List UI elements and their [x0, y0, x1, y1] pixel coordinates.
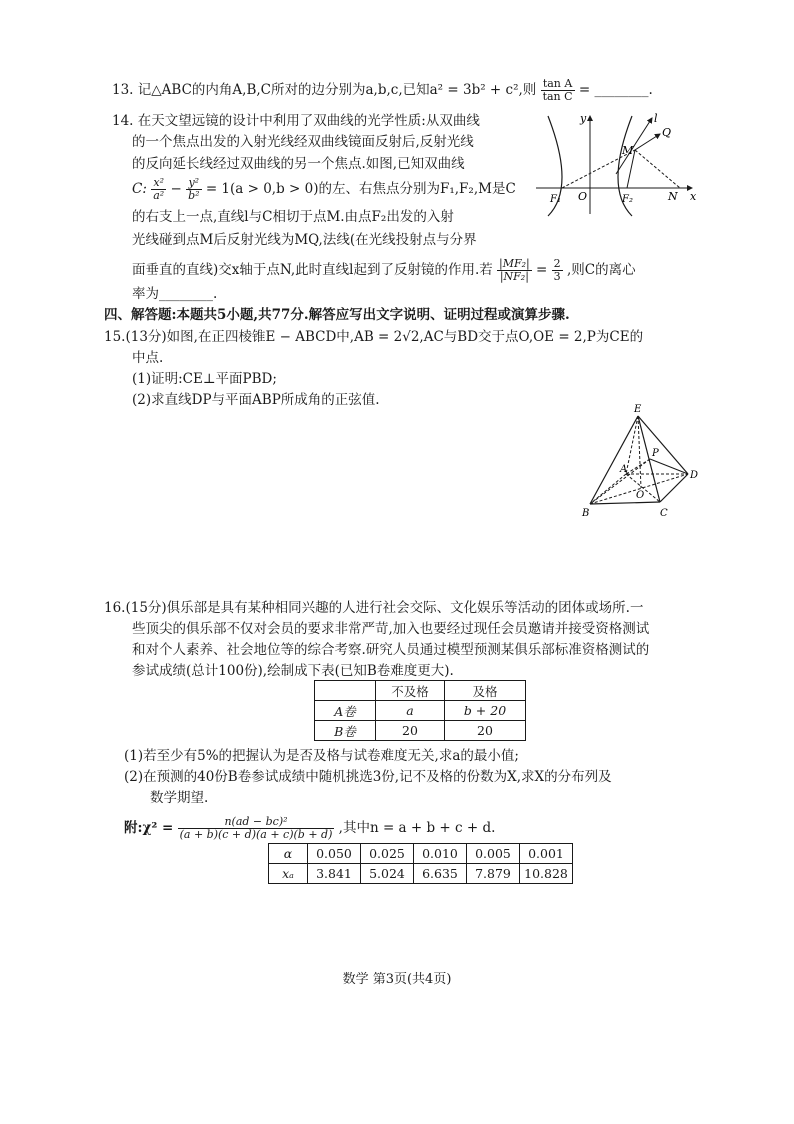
- segment-PA: [626, 459, 650, 474]
- q14-eq-frac2-den: b²: [188, 189, 200, 202]
- q14-line5: 的右支上一点,直线l与C相切于点M.由点F₂出发的入射: [132, 209, 454, 225]
- table-cell: a: [376, 701, 445, 721]
- q14-ratio2-num: 2: [553, 257, 561, 270]
- q13-text: 记△ABC的内角A,B,C所对的边分别为a,b,c,已知a² = 3b² + c²,则: [137, 82, 537, 98]
- chi-square-fraction: [178, 816, 335, 841]
- q16-part2b: 数学期望.: [150, 790, 209, 806]
- label-N: N: [668, 190, 678, 203]
- table-corner: [315, 681, 376, 701]
- q14-line7b: =: [536, 262, 548, 278]
- label-Q: Q: [662, 126, 672, 139]
- label-C: C: [660, 508, 668, 519]
- table-header-fail: 不及格: [376, 681, 445, 701]
- q16-line1: 16.(15分)俱乐部是具有某种相同兴趣的人进行社会交际、文化娱乐等活动的团体或场所.一: [104, 600, 644, 616]
- q14-ratio-num: |MF₂|: [499, 257, 530, 270]
- q15-line1: 15.(13分)如图,在正四棱锥E − ABCD中,AB = 2√2,AC与BD交于点O,OE = 2,P为CE的: [104, 329, 644, 345]
- q16-line2: 些顶尖的俱乐部不仅对会员的要求非常严苛,加入也要经过现任会员邀请并接受资格测试: [132, 621, 650, 637]
- edge-EB: [590, 416, 638, 504]
- normal-dashed: [635, 150, 680, 188]
- label-O-pyramid: O: [636, 490, 645, 501]
- table-cell: 0.010: [414, 844, 467, 864]
- table-cell: 0.050: [308, 844, 361, 864]
- label-E: E: [634, 404, 642, 415]
- q14-ratio2-den: 3: [553, 270, 561, 283]
- table-cell: 7.879: [467, 864, 520, 884]
- table-row: [315, 721, 526, 741]
- pyramid-figure: [576, 402, 710, 520]
- table-cell: 0.025: [361, 844, 414, 864]
- q14-line6: 光线碰到点M后反射光线为MQ,法线(在光线投射点与分界: [132, 232, 477, 248]
- q14-line7: [132, 258, 636, 283]
- q14-eq-rest: = 1(a > 0,b > 0)的左、右焦点分别为F₁,F₂,M是C: [205, 181, 516, 197]
- contingency-table: [314, 680, 526, 741]
- table-cell: 0.001: [520, 844, 573, 864]
- q14-eq-frac2: [186, 177, 201, 202]
- q14-line4: [132, 177, 516, 202]
- appendix-formula: [124, 813, 495, 843]
- q15-part2: (2)求直线DP与平面ABP所成角的正弦值.: [132, 392, 380, 408]
- section-heading: 四、解答题:本题共5小题,共77分.解答应写出文字说明、证明过程或演算步骤.: [104, 307, 570, 323]
- q13-fraction: [541, 78, 575, 103]
- table-cell: A卷: [315, 701, 376, 721]
- table-cell: 20: [376, 721, 445, 741]
- table-cell: B卷: [315, 721, 376, 741]
- table-header-pass: 及格: [445, 681, 526, 701]
- label-A: A: [620, 464, 628, 475]
- q14-eq-prefix: C:: [132, 181, 147, 197]
- table-cell: b + 20: [445, 701, 526, 721]
- label-x: x: [690, 190, 697, 203]
- edge-EA: [626, 416, 638, 474]
- label-l: l: [654, 112, 658, 125]
- q14-text-1: 在天文望远镜的设计中利用了双曲线的光学性质:从双曲线: [137, 113, 480, 129]
- label-D: D: [690, 470, 699, 481]
- chi-square-table: [268, 843, 573, 884]
- q14-line7a: 面垂直的直线)交x轴于点N,此时直线l起到了反射镜的作用.若: [132, 262, 493, 278]
- label-B: B: [582, 508, 590, 519]
- table-cell: 10.828: [520, 864, 573, 884]
- q15-line2: 中点.: [132, 350, 164, 366]
- table-cell: 3.841: [308, 864, 361, 884]
- page-footer: 数学 第3页(共4页): [342, 972, 452, 987]
- label-y: y: [580, 112, 587, 125]
- q14-line8: 率为________.: [132, 286, 218, 302]
- q14-eq-minus: −: [170, 181, 182, 197]
- appendix-label: 附:χ² =: [124, 820, 174, 836]
- q14-line1: [112, 111, 480, 131]
- table-cell: 20: [445, 721, 526, 741]
- q16-line4: 参试成绩(总计100份),绘制成下表(已知B卷难度更大).: [132, 663, 454, 679]
- q14-eq-frac1: [151, 177, 166, 202]
- label-O: O: [578, 190, 588, 203]
- table-row: [269, 864, 573, 884]
- label-F2: F₂: [622, 194, 633, 205]
- q13-answer-blank: = ________.: [578, 82, 653, 98]
- table-cell: 6.635: [414, 864, 467, 884]
- reflected-ray-MQ: [635, 134, 660, 150]
- q13-number: 13.: [112, 82, 134, 98]
- table-cell: 5.024: [361, 864, 414, 884]
- chi-frac-den: (a + b)(c + d)(a + c)(b + d): [179, 828, 333, 841]
- table-cell: xₐ: [269, 864, 308, 884]
- q14-eq-frac1-num: x²: [151, 177, 166, 190]
- label-P: P: [652, 448, 659, 459]
- q13: [112, 78, 653, 103]
- q14-number: 14.: [112, 113, 134, 129]
- hyperbola-figure: [530, 110, 700, 218]
- q16-line3: 和对个人素养、社会地位等的综合考察.研究人员通过模型预测某俱乐部标准资格测试的: [132, 642, 650, 658]
- edge-BC: [590, 502, 660, 504]
- label-M: M: [622, 144, 634, 157]
- q14-ratio2: [552, 258, 563, 283]
- q13-frac-den: tan C: [542, 90, 573, 103]
- q13-frac-num: tan A: [541, 78, 575, 91]
- table-cell: 0.005: [467, 844, 520, 864]
- q14-eq-frac1-den: a²: [153, 189, 165, 202]
- chi-frac-num: n(ad − bc)²: [178, 816, 335, 829]
- q14-line3: 的反向延长线经过双曲线的另一个焦点.如图,已知双曲线: [132, 156, 465, 172]
- q14-ratio-den: |NF₂|: [499, 270, 529, 283]
- q14-line2: 的一个焦点出发的入射光线经双曲线镜面反射后,反射光线: [132, 134, 474, 150]
- formula-tail: ,其中n = a + b + c + d.: [338, 820, 496, 836]
- q14-ratio: [497, 258, 532, 283]
- table-row: [315, 701, 526, 721]
- table-cell: α: [269, 844, 308, 864]
- label-F1: F₁: [550, 194, 561, 205]
- q16-part2a: (2)在预测的40份B卷参试成绩中随机挑选3份,记不及格的份数为X,求X的分布列及: [124, 769, 612, 785]
- q14-eq-frac2-num: y²: [186, 177, 201, 190]
- q15-part1: (1)证明:CE⊥平面PBD;: [132, 371, 277, 387]
- table-header-row: [315, 681, 526, 701]
- q16-part1: (1)若至少有5%的把握认为是否及格与试卷难度无关,求a的最小值;: [124, 748, 519, 764]
- q14-line7c: ,则C的离心: [566, 262, 636, 278]
- table-row: [269, 844, 573, 864]
